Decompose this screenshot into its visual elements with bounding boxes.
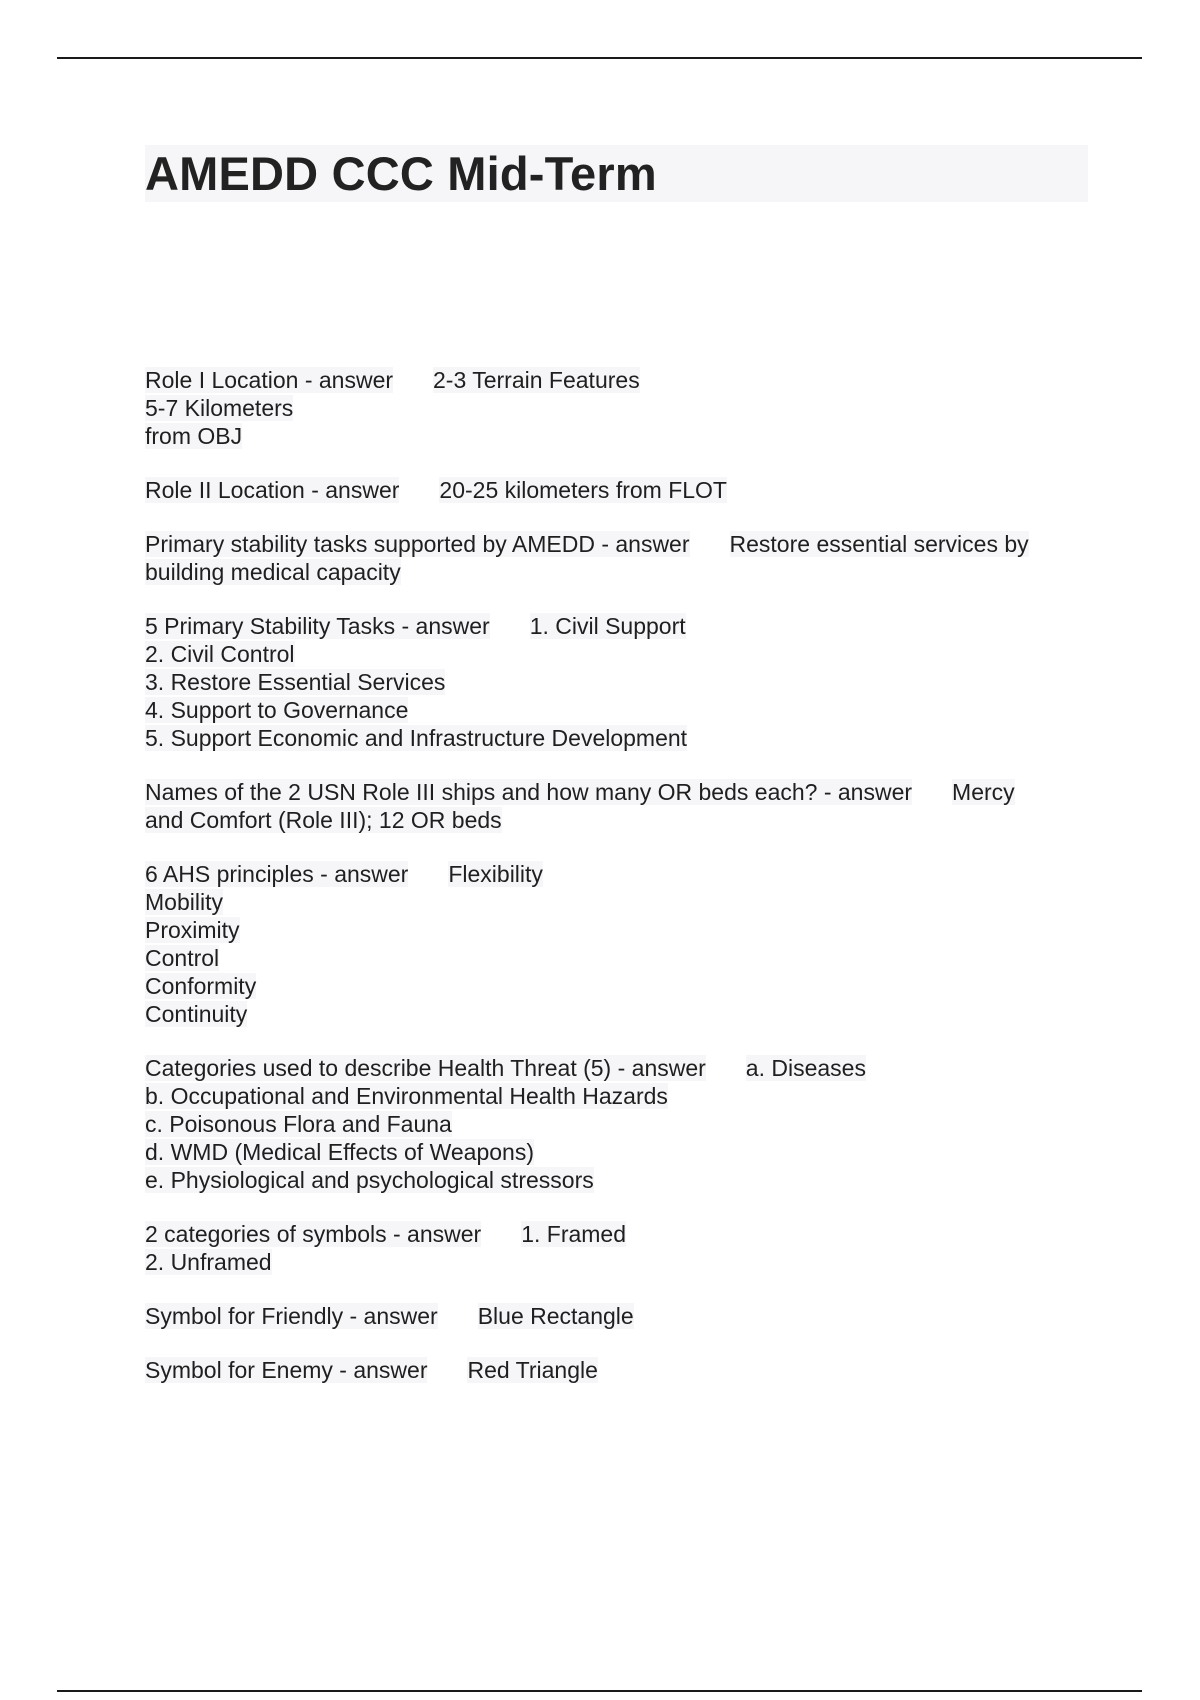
qa-list [145,366,1085,1410]
question-text: Primary stability tasks supported by AMEDD - answer [145,531,690,557]
answer-line: Conformity [145,973,257,999]
answer-line: 1. Framed [521,1221,627,1247]
answer-line: Blue Rectangle [477,1303,634,1329]
qa-item-five-stability-tasks [145,612,1085,752]
question-text: Symbol for Enemy - answer [145,1357,428,1383]
answer-line: Continuity [145,1001,248,1027]
answer-line: c. Poisonous Flora and Fauna [145,1111,452,1137]
question-text: Categories used to describe Health Threat (5) - answer [145,1055,706,1081]
answer-line: Red Triangle [467,1357,598,1383]
answer-line: Mercy [952,779,1015,805]
answer-line: Restore essential services by [729,531,1029,557]
answer-line: 3. Restore Essential Services [145,669,446,695]
answer-line: and Comfort (Role III); 12 OR beds [145,807,502,833]
answer-line: Flexibility [448,861,543,887]
question-text: Role I Location - answer [145,367,394,393]
top-rule [57,57,1142,59]
qa-item-symbol-friendly [145,1302,1085,1330]
question-text: 2 categories of symbols - answer [145,1221,482,1247]
qa-item-health-threat-categories [145,1054,1085,1194]
answer-line: from OBJ [145,423,243,449]
question-text: 5 Primary Stability Tasks - answer [145,613,490,639]
question-text: 6 AHS principles - answer [145,861,409,887]
question-text: Names of the 2 USN Role III ships and how many OR beds each? - answer [145,779,913,805]
answer-line: Control [145,945,220,971]
qa-item-usn-role-3-ships [145,778,1085,834]
question-text: Symbol for Friendly - answer [145,1303,438,1329]
answer-line: 2. Civil Control [145,641,295,667]
qa-item-symbol-categories [145,1220,1085,1276]
question-text: Role II Location - answer [145,477,400,503]
answer-line: 20-25 kilometers from FLOT [439,477,727,503]
answer-line: b. Occupational and Environmental Health Hazards [145,1083,668,1109]
answer-line: Proximity [145,917,240,943]
answer-line: 5. Support Economic and Infrastructure Development [145,725,688,751]
answer-line: e. Physiological and psychological stressors [145,1167,594,1193]
answer-line: 2-3 Terrain Features [433,367,640,393]
answer-line: d. WMD (Medical Effects of Weapons) [145,1139,535,1165]
qa-item-ahs-principles [145,860,1085,1028]
qa-item-symbol-enemy [145,1356,1085,1384]
answer-line: a. Diseases [745,1055,866,1081]
qa-item-role-1-location [145,366,1085,450]
answer-line: building medical capacity [145,559,401,585]
qa-item-primary-stability-tasks [145,530,1085,586]
qa-item-role-2-location [145,476,1085,504]
answer-line: Mobility [145,889,223,915]
answer-line: 2. Unframed [145,1249,272,1275]
answer-line: 1. Civil Support [529,613,686,639]
page-title: AMEDD CCC Mid-Term [145,147,657,200]
bottom-rule [57,1690,1142,1692]
answer-line: 4. Support to Governance [145,697,409,723]
answer-line: 5-7 Kilometers [145,395,294,421]
